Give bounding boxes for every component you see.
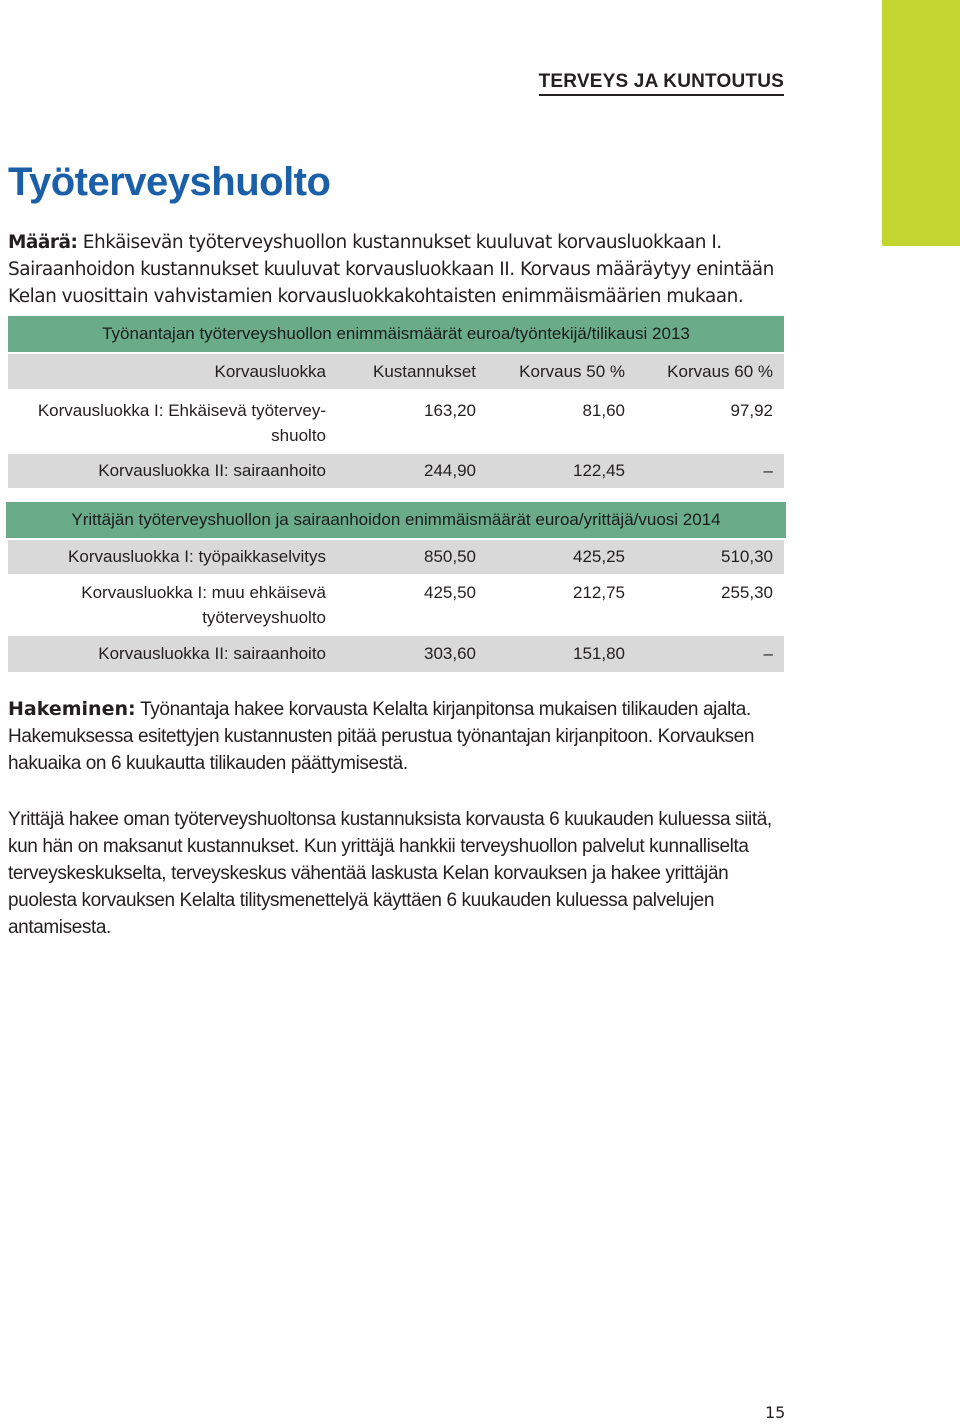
intro-label: Määrä: [8, 232, 78, 253]
row-label-line: työterveyshuolto [202, 608, 326, 627]
table-row [8, 636, 784, 672]
column-header: Korvaus 50 % [519, 362, 625, 381]
section-header: TERVEYS JA KUNTOUTUS [539, 71, 784, 96]
table-row [8, 540, 784, 574]
row-label-line: Korvausluokka I: Ehkäisevä työtervey- [37, 401, 326, 420]
entrepreneur-table-heading: Yrittäjän työterveyshuollon ja sairaanhoidon enimmäismäärät euroa/yrittäjä/vuosi 2014 [6, 502, 786, 538]
cell-r50: 212,75 [573, 583, 625, 602]
applying-paragraph [8, 696, 798, 777]
cell-r60: – [763, 644, 773, 663]
cell-r50: 81,60 [582, 401, 625, 420]
row-label: Korvausluokka II: sairaanhoito [98, 644, 326, 663]
column-header: Korvausluokka [214, 362, 326, 381]
column-header: Kustannukset [372, 362, 476, 381]
intro-paragraph [8, 229, 793, 310]
row-label [8, 580, 326, 630]
applying-label: Hakeminen: [8, 698, 136, 720]
applying-text: Työnantaja hakee korvausta Kelalta kirjanpitonsa mukaisen tilikauden ajalta. Hakemuksessa esitettyjen kustannusten pitää perustua työnantajan kirjanpitoon. Korvauksen hakuaika on 6 kuukautta tilikauden päättymisestä. [8, 699, 754, 774]
page-number: 15 [765, 1403, 786, 1422]
cell-r60: 255,30 [721, 583, 773, 602]
cell-r60: 97,92 [730, 401, 773, 420]
page-title: Työterveyshuolto [8, 160, 331, 204]
reimbursement-table [8, 316, 784, 672]
employer-table-heading: Työnantajan työterveyshuollon enimmäismäärät euroa/työntekijä/tilikausi 2013 [8, 316, 784, 352]
row-label: Korvausluokka II: sairaanhoito [98, 461, 326, 480]
row-label-line: shuolto [271, 426, 326, 445]
row-label-line: Korvausluokka I: muu ehkäisevä [81, 583, 326, 602]
entrepreneur-paragraph: Yrittäjä hakee oman työterveyshuoltonsa kustannuksista korvausta 6 kuukauden kuluessa siitä, kun hän on maksanut kustannukset. Kun yrittäjä hankkii terveyshuollon palvelut kunnalliselta terveyskeskukselta, terveyskeskus vähentää laskusta Kelan korvauksen ja hakee yrittäjän puolesta korvauksen Kelalta tilitysmenettelyä käyttäen 6 kuukauden kuluessa palvelujen antamisesta. [8, 809, 772, 938]
cell-costs: 425,50 [424, 583, 476, 602]
intro-text: Ehkäisevän työterveyshuollon kustannukset kuuluvat korvausluokkaan I. Sairaanhoidon kustannukset kuuluvat korvausluokkaan II. Korvaus määräytyy enintään Kelan vuosittain vahvistamien korvausluokkakohtaisten enimmäismäärien mukaan. [8, 232, 774, 307]
cell-r60: 510,30 [721, 547, 773, 566]
cell-r60: – [763, 461, 773, 480]
row-label: Korvausluokka I: työpaikkaselvitys [68, 547, 326, 566]
cell-r50: 151,80 [573, 644, 625, 663]
accent-bar [882, 0, 960, 246]
column-header: Korvaus 60 % [667, 362, 773, 381]
cell-costs: 163,20 [424, 401, 476, 420]
table-row [8, 580, 784, 630]
cell-costs: 244,90 [424, 461, 476, 480]
cell-costs: 303,60 [424, 644, 476, 663]
cell-costs: 850,50 [424, 547, 476, 566]
row-label [8, 398, 326, 448]
cell-r50: 425,25 [573, 547, 625, 566]
table-header-row [8, 354, 784, 389]
table-row [8, 454, 784, 488]
table-row [8, 398, 784, 448]
cell-r50: 122,45 [573, 461, 625, 480]
